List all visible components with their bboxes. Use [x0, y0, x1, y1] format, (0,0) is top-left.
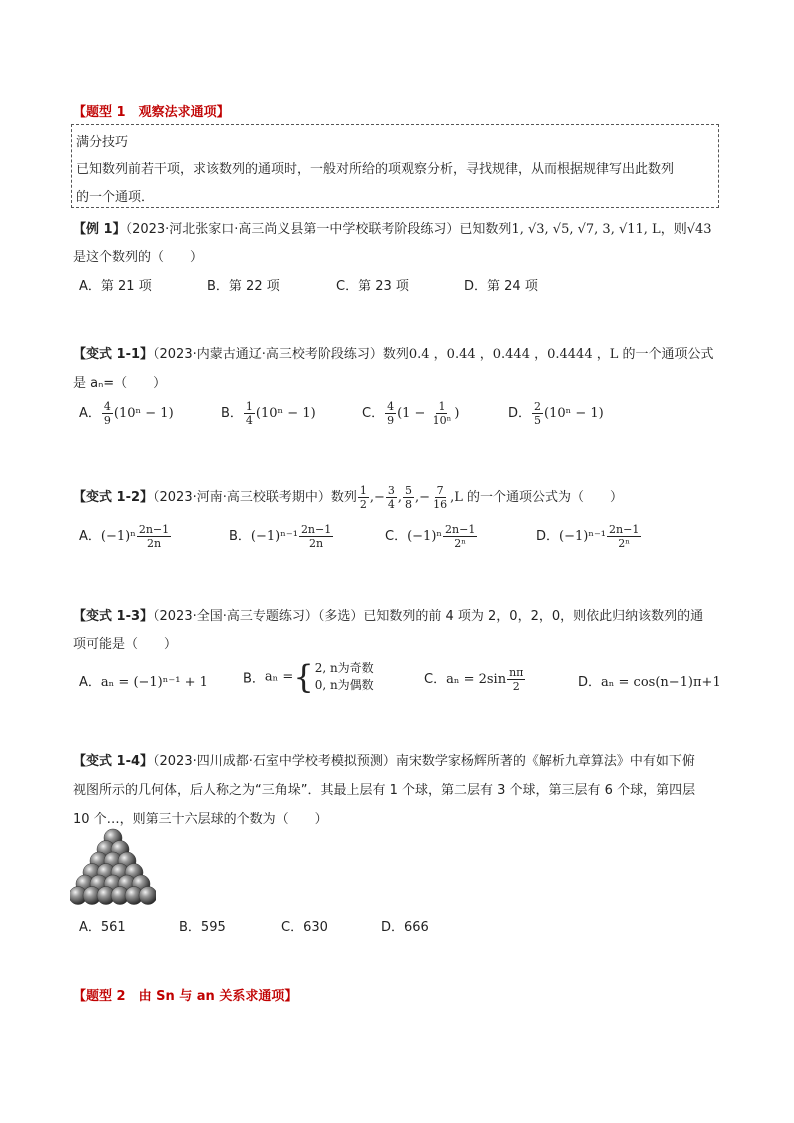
- variant-1-3-line-1: [73, 605, 703, 624]
- denominator: 16: [433, 498, 448, 511]
- option-label: A．: [79, 675, 101, 690]
- option-label: B．: [243, 671, 265, 687]
- example-1-head: 【例 1】: [73, 222, 126, 237]
- fraction: [358, 484, 369, 511]
- expression: (−1)ⁿ⁻¹: [250, 529, 298, 544]
- denominator: 2ⁿ: [618, 537, 631, 550]
- expression: (10ⁿ − 1): [113, 406, 174, 421]
- denominator: 5: [534, 414, 542, 427]
- variant-1-4-head: 【变式 1-4】: [73, 754, 154, 769]
- option-label: D．: [536, 529, 560, 544]
- denominator: 9: [103, 414, 111, 427]
- variant-1-3-head: 【变式 1-3】: [73, 609, 154, 624]
- variant-1-4-line-2: 视图所示的几何体，后人称之为“三角垛”．其最上层有 1 个球，第二层有 3 个球，第三层有 6 个球，第四层: [73, 783, 696, 798]
- fraction: [299, 523, 333, 550]
- denominator: 10ⁿ: [432, 414, 452, 427]
- numerator: 5: [405, 484, 413, 497]
- fraction: [431, 400, 454, 427]
- example-1-tail: ，则: [660, 222, 687, 237]
- example-1-source: （2023·河北张家口·高三尚义县第一中学校联考阶段练习）已知数列: [125, 222, 512, 237]
- fraction: [607, 523, 641, 550]
- variant-1-2-option-c: [385, 523, 478, 550]
- variant-1-2-line-1: 【变式 1-2】（2023·河南·高三校联考期中）数列 $\frac{1}{2}$ ,− $\frac{3}{4}$ , $\frac{5}{8}$ ,− $\frac{7}{16}$ ,L 的一个通项公式为（ ）: [73, 484, 623, 511]
- variant-1-4-option-c: C．630: [281, 920, 328, 935]
- denominator: 2n: [146, 537, 162, 550]
- ball-pyramid-figure: [70, 828, 156, 908]
- expression: aₙ = (−1)ⁿ⁻¹ + 1: [100, 675, 208, 690]
- numerator: 1: [245, 400, 253, 413]
- variant-1-1-option-a: [79, 400, 174, 427]
- option-label: D．: [578, 675, 602, 690]
- expression: (−1)ⁿ: [407, 529, 443, 544]
- expression: aₙ = 2sin: [446, 672, 507, 687]
- numerator: 4: [387, 400, 395, 413]
- variant-1-1-tail: 的一个通项公式: [622, 347, 714, 362]
- fraction: [244, 400, 255, 427]
- option-label: B．: [221, 406, 243, 421]
- variant-1-4-option-d: D．666: [381, 920, 429, 935]
- variant-1-3-option-b: [243, 660, 374, 694]
- variant-1-3-line-2: 项可能是（ ）: [73, 637, 178, 652]
- section-title-1: 【题型 1 观察法求通项】: [73, 105, 230, 120]
- variant-1-3-option-a: [79, 671, 208, 690]
- numerator: 2n−1: [300, 523, 332, 536]
- variant-1-2-option-d: [536, 523, 642, 550]
- variant-1-1-option-c: [362, 400, 459, 427]
- variant-1-1-line-1: [73, 343, 714, 362]
- tip-box: [71, 124, 719, 208]
- option-label: A．: [79, 406, 101, 421]
- piecewise: { 2, n为奇数 0, n为偶数: [293, 658, 374, 696]
- fraction: [403, 484, 414, 511]
- expression: (10ⁿ − 1): [255, 406, 316, 421]
- variant-1-3-text: （2023·全国·高三专题练习）（多选）已知数列的前 4 项为 2，0，2，0，则依此归纳该数列的通: [153, 609, 704, 624]
- expression: (1 −: [397, 406, 430, 421]
- denominator: 4: [387, 498, 395, 511]
- numerator: 2n−1: [445, 523, 476, 536]
- option-label: D．: [508, 406, 532, 421]
- variant-1-4-line-1: [73, 750, 695, 769]
- example-1-option-d: D．第 24 项: [464, 279, 538, 294]
- fraction: [507, 666, 525, 693]
- option-label: B．: [229, 529, 251, 544]
- fraction: [532, 400, 543, 427]
- fraction: [386, 484, 397, 511]
- option-label: C．: [424, 672, 447, 687]
- example-1-line-2: 是这个数列的（ ）: [73, 250, 204, 265]
- option-label: C．: [362, 406, 385, 421]
- example-1-option-c: C．第 23 项: [336, 279, 409, 294]
- numerator: 2: [534, 400, 542, 413]
- variant-1-4-option-b: B．595: [179, 920, 226, 935]
- expression: ): [454, 406, 460, 421]
- variant-1-4-text: （2023·四川成都·石室中学校考模拟预测）南宋数学家杨辉所著的《解析九章算法》中有如下俯: [153, 754, 695, 769]
- tip-heading: 满分技巧: [76, 135, 129, 150]
- denominator: 2n: [309, 537, 324, 550]
- example-1-sequence: 1, √3, √5, √7, 3, √11, L: [511, 222, 661, 237]
- variant-1-2-option-b: [229, 523, 334, 550]
- variant-1-1-source: （2023·内蒙古通辽·高三校考阶段练习）数列: [153, 347, 409, 362]
- fraction: [431, 484, 449, 511]
- fraction: [137, 523, 171, 550]
- variant-1-2-head: 【变式 1-2】: [73, 490, 154, 505]
- variant-1-2-option-a: [79, 523, 172, 550]
- numerator: 1: [438, 400, 446, 413]
- section-title-2: 【题型 2 由 Sn 与 an 关系求通项】: [73, 989, 298, 1004]
- denominator: 8: [405, 498, 413, 511]
- numerator: 2n−1: [138, 523, 170, 536]
- numerator: 3: [387, 484, 395, 497]
- numerator: nπ: [509, 666, 524, 679]
- numerator: 2n−1: [609, 523, 640, 536]
- variant-1-4-option-a: A．561: [79, 920, 126, 935]
- example-1-line-1: [73, 218, 712, 237]
- variant-1-2-source: （2023·河南·高三校联考期中）数列: [153, 490, 357, 505]
- denominator: 2: [359, 498, 367, 511]
- denominator: 2: [512, 680, 520, 693]
- denominator: 4: [245, 414, 253, 427]
- variant-1-1-option-b: [221, 400, 316, 427]
- expression: (−1)ⁿ: [100, 529, 136, 544]
- option-label: C．: [385, 529, 408, 544]
- expression: aₙ = cos(n−1)π+1: [601, 675, 721, 690]
- expression: (−1)ⁿ⁻¹: [559, 529, 607, 544]
- variant-1-3-option-d: [578, 671, 721, 690]
- example-1-option-a: A．第 21 项: [79, 279, 152, 294]
- case-even: 0, n为偶数: [314, 678, 374, 692]
- numerator: 1: [359, 484, 367, 497]
- variant-1-1-option-d: [508, 400, 604, 427]
- fraction: [385, 400, 396, 427]
- numerator: 7: [436, 484, 444, 497]
- option-label: A．: [79, 529, 101, 544]
- variant-1-1-line-2: 是 aₙ=（ ）: [73, 376, 167, 391]
- denominator: 9: [387, 414, 395, 427]
- denominator: 2ⁿ: [454, 537, 467, 550]
- tip-line-2: 的一个通项．: [76, 190, 155, 205]
- expression: aₙ =: [264, 669, 294, 685]
- numerator: 4: [103, 400, 111, 413]
- tip-line-1: 已知数列前若干项，求该数列的通项时，一般对所给的项观察分析，寻找规律，从而根据规律写出此数列: [76, 162, 675, 177]
- variant-1-4-line-3: 10 个…，则第三十六层球的个数为（ ）: [73, 812, 328, 827]
- variant-1-1-seq: 0.4 ，0.44 ，0.444 ，0.4444 ，L: [408, 347, 619, 362]
- fraction: [443, 523, 477, 550]
- variant-1-2-tail: 的一个通项公式为（ ）: [466, 490, 623, 505]
- fraction: [102, 400, 113, 427]
- variant-1-1-head: 【变式 1-1】: [73, 347, 154, 362]
- variant-1-3-option-c: [424, 666, 526, 693]
- case-odd: 2, n为奇数: [314, 661, 374, 675]
- expression: (10ⁿ − 1): [544, 406, 604, 421]
- example-1-target: √43: [686, 222, 712, 237]
- ball: [139, 887, 156, 905]
- example-1-option-b: B．第 22 项: [207, 279, 280, 294]
